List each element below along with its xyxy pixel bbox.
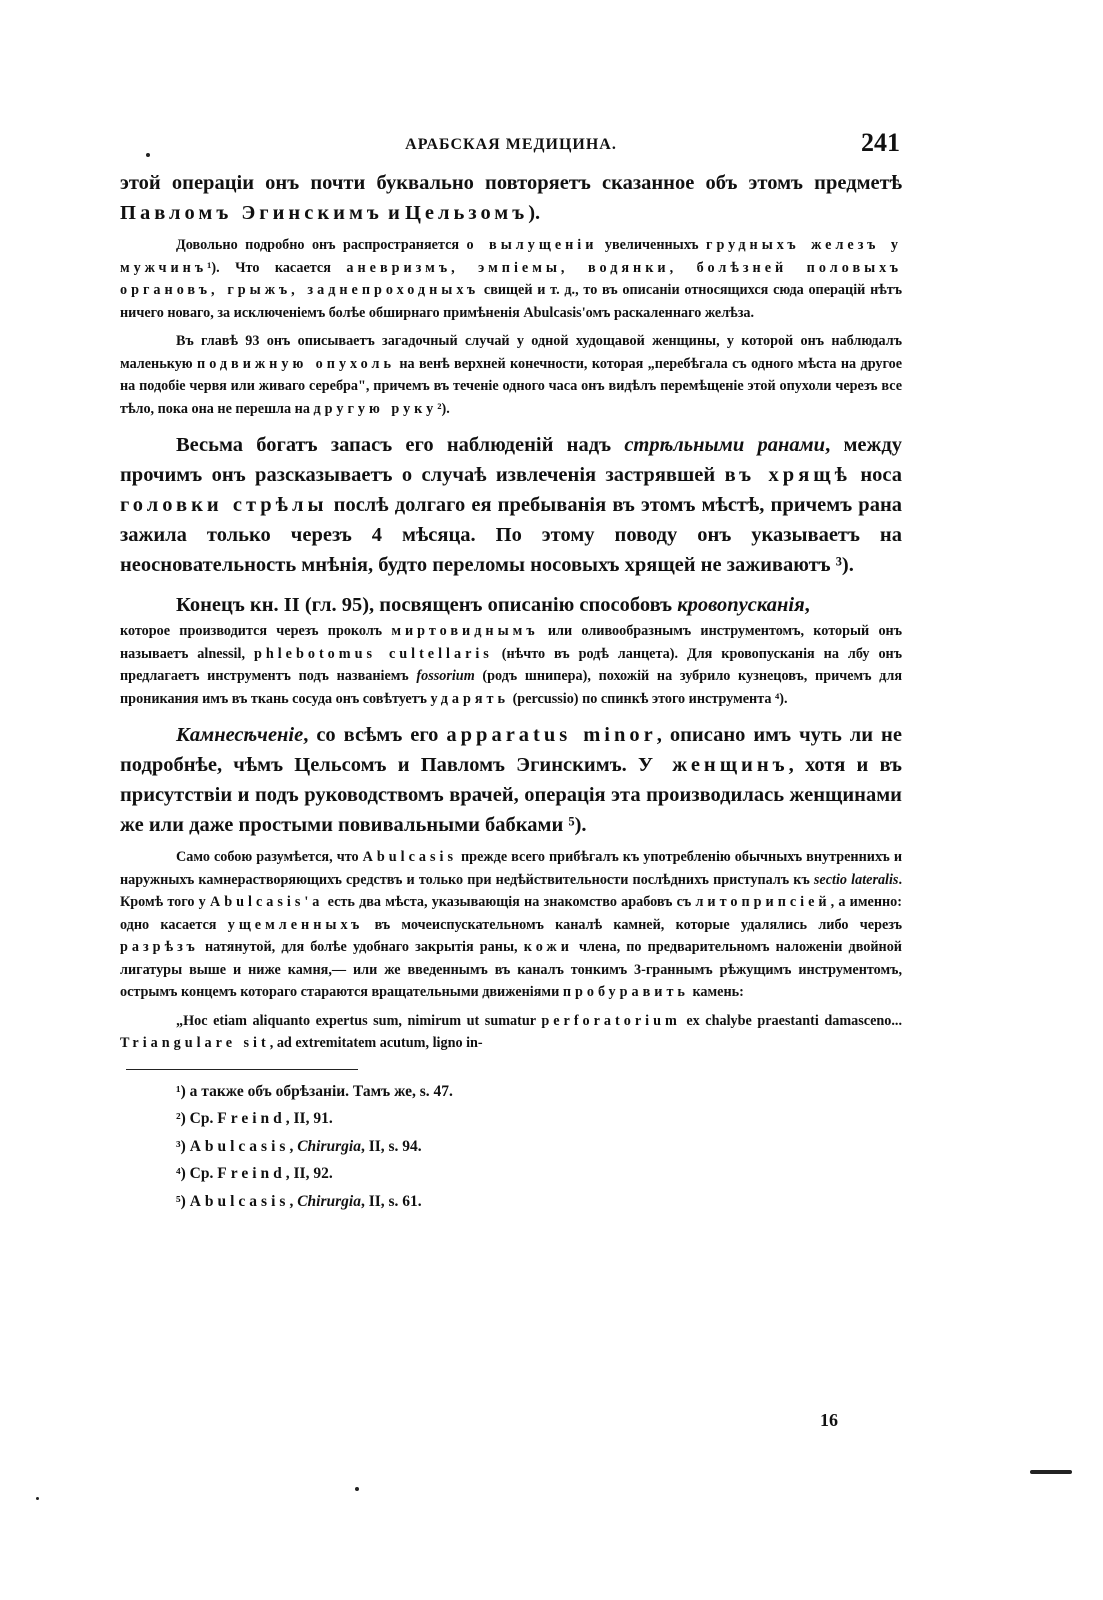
text-run: свищей и т. д., то въ описаніи относящихся сюда операцій нѣтъ ничего новаго, за исключеніемъ болѣе обширнаго примѣненія Abulcasis'омъ раскаленнаго желѣза.: [120, 282, 902, 321]
text-run: увеличенныхъ: [597, 237, 707, 253]
spaced-text: Triangulare sit: [120, 1035, 270, 1051]
text-run: . Кромѣ того у: [120, 871, 903, 910]
spaced-text: Abulcasis: [362, 849, 457, 865]
running-header: [120, 128, 902, 168]
spaced-text: пробуравить: [562, 984, 689, 1000]
text-run: ⁴) Ср.: [176, 1165, 218, 1182]
spaced-text: Павломъ Эгинскимъ: [120, 202, 383, 224]
text-run: послѣ долгаго ея пребыванія въ этомъ мѣстѣ, причемъ рана зажила только черезъ 4 мѣсяца. По этому поводу онъ указываетъ на неосновательность мнѣнія, будто переломы носовыхъ хрящей не заживаютъ ³).: [120, 494, 903, 576]
text-run: , со всѣмъ его: [303, 724, 447, 746]
footnote: [120, 1105, 902, 1133]
text-run: Довольно подробно онъ распространяется: [176, 237, 467, 253]
text-run: , а именно: одно касается: [120, 894, 902, 933]
paragraph: [120, 168, 902, 228]
ink-speck: [36, 1497, 39, 1500]
text-run: , II, s. 61.: [360, 1192, 422, 1210]
paragraph: [120, 330, 902, 420]
text-run: и: [382, 202, 405, 224]
text-run: ,: [289, 1192, 298, 1210]
italic-text: Chirurgia: [297, 1192, 361, 1210]
body-text: [120, 168, 902, 1055]
italic-text: fossorium: [416, 668, 475, 684]
spaced-text: У женщинъ: [637, 754, 789, 776]
text-run: ⁵): [176, 1192, 190, 1210]
spaced-text: разрѣзъ: [120, 939, 199, 955]
sheet-signature-number: 16: [820, 1410, 838, 1430]
text-run: , между прочимъ онъ разсказываетъ о случаѣ извлеченія застрявшей: [120, 434, 902, 486]
text-run: , II, 92.: [285, 1165, 333, 1182]
spaced-text: phlebotomus cultellaris: [253, 645, 493, 662]
text-run: , хотя и въ присутствіи и подъ руководствомъ врачей, операція эта производилась женщинами же или даже простыми повивальными бабками ⁵).: [120, 754, 902, 836]
text-run: камень:: [688, 984, 744, 1000]
text-run: , ad extremitatem acutum, ligno in-: [269, 1035, 483, 1051]
text-run: „Hoc etiam aliquanto expertus sum, nimirum ut sumatur: [176, 1012, 542, 1029]
text-run: ²) Ср.: [176, 1110, 218, 1127]
paragraph: [120, 234, 902, 324]
ink-dash: [1030, 1470, 1072, 1474]
ink-speck: [355, 1487, 359, 1491]
text-run: есть два мѣста, указывающія на знакомство арабовъ съ: [323, 894, 696, 910]
text-run: ,: [289, 1137, 298, 1155]
text-run: или оливообразнымъ инструментомъ, который онъ называетъ alnessil,: [120, 623, 903, 662]
footnote-rule: [126, 1069, 358, 1070]
paragraph: [120, 590, 902, 710]
italic-text: Камнесѣченіе: [176, 724, 304, 746]
text-run: въ мочеиспускательномъ каналѣ камней, которые удалялись либо черезъ: [363, 916, 902, 933]
text-run: которое производится черезъ проколъ: [120, 623, 392, 639]
italic-text: Chirurgia: [297, 1137, 361, 1155]
footnote: [120, 1078, 902, 1106]
text-run: ¹). Что касается: [207, 259, 347, 276]
paragraph: [120, 846, 902, 1004]
text-run: ²).: [437, 400, 450, 417]
text-run: прежде всего прибѣгалъ къ употребленію обычныхъ внутреннихъ и наружныхъ камнерастворяющихъ средствъ и только при недѣйствительности послѣднихъ приступалъ къ: [120, 849, 902, 888]
spaced-text: головки стрѣлы: [120, 494, 328, 516]
text-run: ¹) а также объ обрѣзаніи. Тамъ же, s. 47.: [176, 1082, 453, 1100]
italic-text: sectio lateralis: [813, 871, 899, 888]
footnote: [120, 1160, 902, 1188]
paragraph: [120, 720, 902, 840]
spaced-text: Abulcasis: [189, 1137, 290, 1155]
page: [120, 128, 902, 1215]
spaced-text: въ хрящѣ: [724, 464, 851, 486]
text-run: члена, по предварительномъ наложеніи двойной лигатуры выше и ниже камня,— или же введеннымъ въ каналъ тонкимъ 3-граннымъ рѣжущимъ инструментомъ, острымъ концемъ котораго стараются вращательными движеніями: [120, 939, 902, 1000]
spaced-text: литоприпсіей: [695, 894, 831, 910]
spaced-text: миртовиднымъ: [391, 623, 539, 639]
italic-text: стрѣльными ранами: [624, 434, 826, 456]
text-run: Само собою разумѣется, что: [176, 849, 363, 865]
spaced-text: Freind: [217, 1165, 286, 1182]
spaced-text: Цельзомъ: [404, 202, 529, 224]
text-run: ³): [176, 1137, 190, 1155]
spaced-text: подвижную опухоль: [197, 355, 395, 372]
text-run: Весьма богатъ запасъ его наблюденій надъ: [176, 434, 625, 456]
text-run: Конецъ кн. II (гл. 95), посвященъ описанію способовъ: [176, 594, 678, 616]
text-run: , II, 91.: [285, 1110, 333, 1127]
spaced-text: Abulcasis'а: [210, 894, 324, 910]
footnotes: [120, 1069, 902, 1216]
text-run: Въ главѣ 93 онъ описываетъ загадочный случай у одной худощавой женщины, у которой онъ наблюдалъ маленькую: [120, 333, 902, 372]
paragraph: [120, 430, 902, 580]
paragraph: [120, 1010, 902, 1055]
text-run: ex chalybe praestanti damasceno...: [680, 1012, 902, 1029]
footnote: [120, 1188, 902, 1216]
spaced-text: Abulcasis: [189, 1192, 290, 1210]
running-title: АРАБСКАЯ МЕДИЦИНА.: [405, 136, 617, 153]
spaced-text: о вылущеніи: [466, 237, 598, 253]
spaced-text: ударять: [430, 690, 510, 707]
spaced-text: кожи: [523, 939, 573, 955]
spaced-text: грудныхъ железъ у мужчинъ: [120, 237, 902, 276]
text-run: ).: [528, 202, 541, 224]
footnote-list: [120, 1078, 902, 1216]
spaced-text: другую руку: [313, 400, 438, 417]
text-run: натянутой, для болѣе удобнаго закрытія раны,: [198, 939, 524, 955]
text-run: (percussio) по спинкѣ этого инструмента ⁴).: [509, 690, 788, 707]
spaced-text: Freind: [217, 1110, 286, 1127]
text-run: ,: [804, 594, 810, 616]
text-run: , описано имъ чуть ли не подробнѣе, чѣмъ Цельсомъ и Павломъ Эгинскимъ.: [120, 724, 902, 776]
ink-speck: [146, 153, 150, 157]
text-run: (нѣчто въ родѣ ланцета). Для кровопусканія на лбу онъ предлагаетъ инструментъ подъ названіемъ: [120, 645, 902, 684]
spaced-text: ущемленныхъ: [227, 916, 364, 933]
italic-text: кровопусканія: [677, 594, 805, 616]
text-run: носа: [850, 464, 902, 486]
text-run: , II, s. 94.: [360, 1137, 422, 1155]
spaced-text: аневризмъ, эмпіемы, водянки, болѣзней половыхъ органовъ, грыжъ, заднепроходныхъ: [120, 259, 903, 298]
text-run: на венѣ верхней конечности, которая „перебѣгала съ одного мѣста на другое на подобіе червя или живаго серебра", причемъ въ теченіе одного часа онъ видѣлъ перемѣщеніе этой опухоли черезъ все тѣло, пока она не перешла на: [120, 355, 902, 417]
text-run: этой операціи онъ почти буквально повторяетъ сказанное объ этомъ предметѣ: [120, 172, 902, 194]
spaced-text: perforatorium: [541, 1012, 681, 1029]
text-run: (родъ шнипера), похожій на зубрило кузнецовъ, причемъ для проникания имъ въ ткань сосуда онъ совѣтуетъ: [120, 668, 902, 707]
paragraph-lead: [176, 594, 810, 616]
page-number: 241: [861, 128, 900, 157]
spaced-text: apparatus minor: [446, 724, 657, 746]
footnote: [120, 1133, 902, 1161]
